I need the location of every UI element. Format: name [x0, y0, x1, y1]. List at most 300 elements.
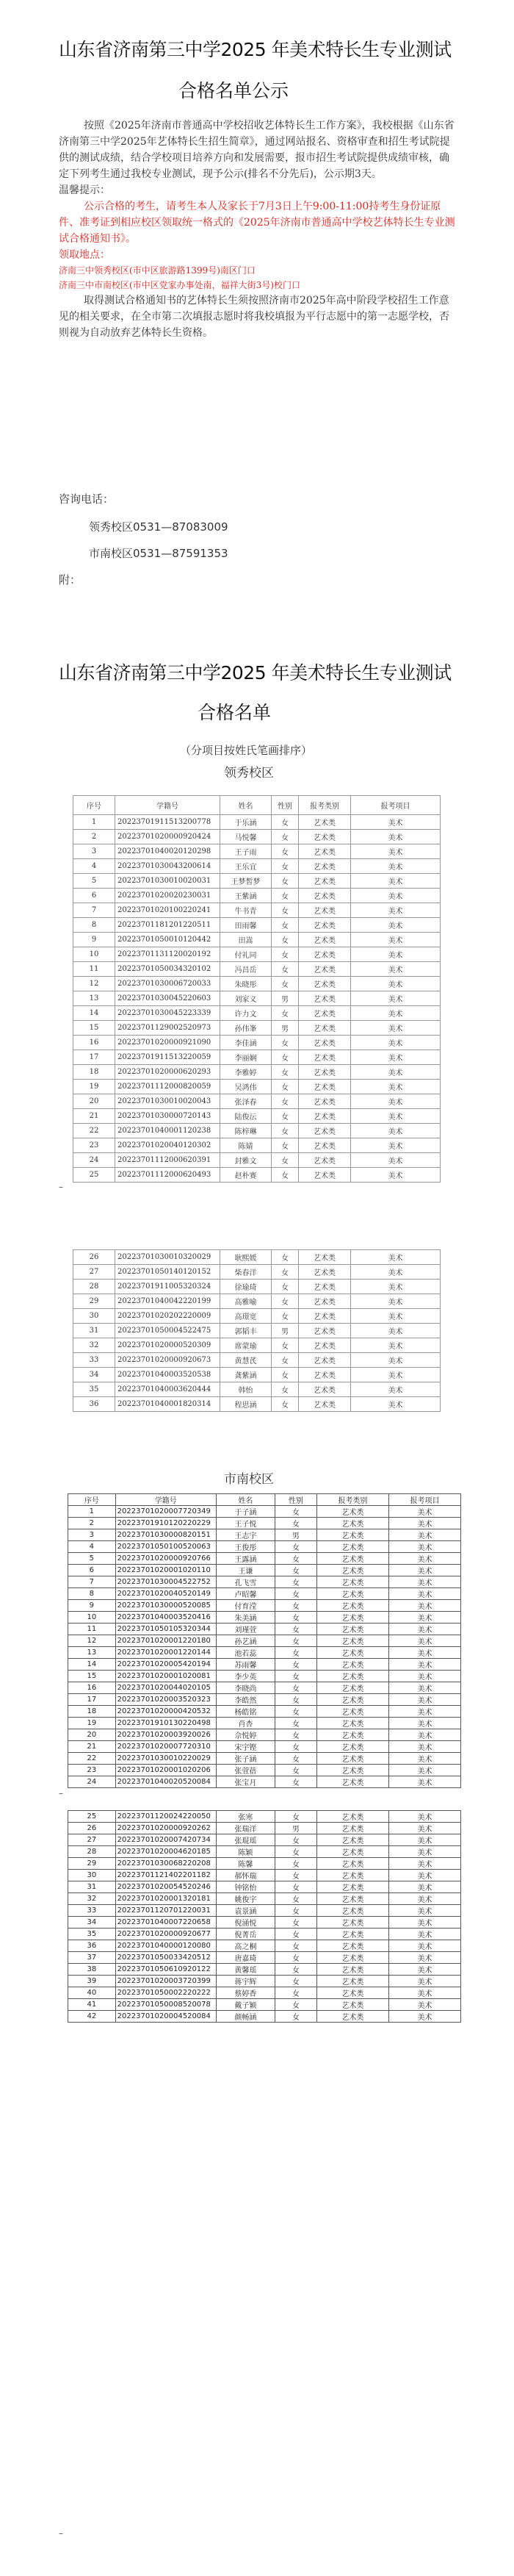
cell-gender: 女 — [275, 1624, 316, 1635]
notice-body — [59, 118, 459, 341]
cell-name: 王谦 — [216, 1565, 275, 1576]
cell-gender: 女 — [275, 1576, 316, 1588]
cell-gender: 女 — [272, 1168, 299, 1183]
cell-seq: 4 — [68, 1541, 116, 1553]
cell-category: 艺术类 — [299, 991, 351, 1006]
cell-student-id: 20223701020007420734 — [115, 1834, 216, 1846]
cell-name: 王俊彤 — [216, 1541, 275, 1553]
cell-name: 宋宇铿 — [216, 1741, 275, 1753]
cell-project: 美术 — [388, 1893, 460, 1905]
cell-project: 美术 — [351, 1065, 441, 1080]
cell-project: 美术 — [388, 1905, 460, 1917]
cell-seq: 16 — [73, 1036, 115, 1050]
table-row — [73, 1294, 441, 1309]
cell-student-id: 20223701020054520246 — [115, 1881, 216, 1893]
cell-name: 孔飞雪 — [216, 1576, 275, 1588]
table-row — [73, 1250, 441, 1265]
cell-category: 艺术类 — [316, 1893, 388, 1905]
cell-category: 艺术类 — [299, 1338, 351, 1353]
cell-category: 艺术类 — [299, 844, 351, 859]
cell-category: 艺术类 — [316, 1964, 388, 1976]
cell-name: 田嵩 — [220, 933, 272, 947]
cell-seq: 18 — [73, 1065, 115, 1080]
table-row — [68, 1964, 461, 1976]
cell-name: 倪涌悦 — [216, 1917, 275, 1929]
cell-project: 美术 — [388, 1952, 460, 1964]
cell-student-id: 20223701050100520063 — [115, 1541, 216, 1553]
cell-name: 马悦馨 — [220, 830, 272, 844]
table-row — [68, 1553, 461, 1565]
cell-name: 李皓然 — [216, 1694, 275, 1706]
cell-gender: 女 — [275, 1729, 316, 1741]
cell-seq: 36 — [73, 1397, 115, 1412]
cell-category: 艺术类 — [316, 1506, 388, 1518]
consult-label: 咨询电话： — [59, 492, 115, 506]
cell-seq: 16 — [68, 1682, 116, 1694]
cell-gender: 男 — [272, 1021, 299, 1036]
cell-gender: 女 — [275, 1659, 316, 1671]
cell-category: 艺术类 — [316, 2011, 388, 2023]
cell-category: 艺术类 — [316, 1647, 388, 1659]
cell-seq: 4 — [73, 859, 115, 874]
cell-gender: 女 — [275, 1706, 316, 1718]
table-row — [68, 1718, 461, 1729]
cell-project: 美术 — [351, 1250, 441, 1265]
page-break-mark: – — [59, 1788, 63, 1798]
cell-seq: 38 — [68, 1964, 116, 1976]
cell-student-id: 20223701020001320181 — [115, 1893, 216, 1905]
cell-gender: 女 — [275, 1612, 316, 1624]
cell-gender: 女 — [275, 1682, 316, 1694]
cell-name: 肖杏 — [216, 1718, 275, 1729]
cell-name: 柴春洋 — [220, 1265, 272, 1280]
cell-gender: 女 — [272, 962, 299, 977]
cell-student-id: 20223701030010020043 — [115, 1094, 220, 1109]
cell-student-id: 20223701020007720349 — [115, 1506, 216, 1518]
cell-student-id: 20223701020001220144 — [115, 1647, 216, 1659]
cell-name: 张宝月 — [216, 1776, 275, 1788]
table-row — [73, 903, 441, 918]
cell-student-id: 20223701050008520078 — [115, 1999, 216, 2011]
cell-gender: 男 — [272, 991, 299, 1006]
cell-project: 美术 — [351, 1094, 441, 1109]
shinan-table-2 — [68, 1810, 461, 2023]
cell-seq: 6 — [73, 889, 115, 903]
cell-seq: 2 — [68, 1518, 116, 1529]
cell-seq: 11 — [73, 962, 115, 977]
cell-gender: 女 — [275, 1929, 316, 1940]
notice-paragraph-2: 取得测试合格通知书的艺体特长生须按照济南市2025年高中阶段学校招生工作意见的相关要求，在全市第二次填报志愿时将我校填报为平行志愿中的第一志愿学校，否则视为自动放弃艺体特长生资格。 — [59, 295, 449, 339]
cell-project: 美术 — [388, 1729, 460, 1741]
cell-gender: 女 — [275, 1776, 316, 1788]
cell-student-id: 20223701020001020110 — [115, 1565, 216, 1576]
cell-name: 王露涵 — [216, 1553, 275, 1565]
cell-name: 高璟宽 — [220, 1309, 272, 1324]
cell-name: 封雅文 — [220, 1153, 272, 1168]
cell-name: 耿熙媛 — [220, 1250, 272, 1265]
cell-category: 艺术类 — [316, 1600, 388, 1612]
header-project: 报考项目 — [388, 1494, 460, 1506]
header-category: 报考类别 — [299, 796, 351, 815]
table-row — [68, 1529, 461, 1541]
cell-gender: 女 — [275, 1718, 316, 1729]
cell-project: 美术 — [388, 1553, 460, 1565]
cell-name: 刘瑾萱 — [216, 1624, 275, 1635]
cell-gender: 女 — [275, 1565, 316, 1576]
cell-category: 艺术类 — [299, 918, 351, 933]
cell-student-id: 20223701040020120298 — [115, 844, 220, 859]
cell-project: 美术 — [388, 1964, 460, 1976]
table-row — [73, 1280, 441, 1294]
cell-name: 许力文 — [220, 1006, 272, 1021]
cell-seq: 12 — [73, 977, 115, 991]
cell-gender: 女 — [275, 1834, 316, 1846]
cell-category: 艺术类 — [316, 1870, 388, 1881]
cell-category: 艺术类 — [316, 1576, 388, 1588]
cell-project: 美术 — [388, 1541, 460, 1553]
table-row — [68, 1518, 461, 1529]
cell-gender: 女 — [272, 844, 299, 859]
cell-name: 张泽春 — [220, 1094, 272, 1109]
table-row — [73, 1124, 441, 1138]
cell-name: 王梦皙梦 — [220, 874, 272, 889]
cell-project: 美术 — [351, 859, 441, 874]
table-row — [73, 1153, 441, 1168]
cell-project: 美术 — [388, 1588, 460, 1600]
cell-project: 美术 — [388, 1753, 460, 1765]
cell-project: 美术 — [351, 1353, 441, 1368]
table-row — [73, 1006, 441, 1021]
cell-project: 美术 — [351, 1168, 441, 1183]
table-row — [73, 1368, 441, 1382]
cell-seq: 27 — [73, 1265, 115, 1280]
cell-student-id: 20223701050140120152 — [115, 1265, 220, 1280]
table-row — [73, 1324, 441, 1338]
cell-seq: 17 — [68, 1694, 116, 1706]
table-row — [73, 874, 441, 889]
cell-category: 艺术类 — [299, 815, 351, 830]
cell-student-id: 20223701020007720310 — [115, 1741, 216, 1753]
cell-name: 付礼同 — [220, 947, 272, 962]
cell-project: 美术 — [351, 1265, 441, 1280]
cell-gender: 女 — [275, 1635, 316, 1647]
table-row — [68, 1659, 461, 1671]
phone-shinan-row — [89, 545, 228, 561]
cell-project: 美术 — [388, 1999, 460, 2011]
cell-student-id: 20223701121402201182 — [115, 1870, 216, 1881]
cell-name: 李丽娴 — [220, 1050, 272, 1065]
table-row — [73, 1065, 441, 1080]
table-row — [68, 1694, 461, 1706]
cell-gender: 女 — [272, 1094, 299, 1109]
cell-category: 艺术类 — [299, 1109, 351, 1124]
cell-gender: 女 — [275, 1893, 316, 1905]
cell-student-id: 20223701040003620444 — [115, 1382, 220, 1397]
cell-category: 艺术类 — [316, 1952, 388, 1964]
cell-project: 美术 — [388, 1600, 460, 1612]
cell-category: 艺术类 — [299, 1265, 351, 1280]
cell-seq: 20 — [73, 1094, 115, 1109]
cell-gender: 女 — [272, 1368, 299, 1382]
table-row — [73, 815, 441, 830]
cell-gender: 女 — [272, 859, 299, 874]
cell-category: 艺术类 — [299, 1324, 351, 1338]
cell-student-id: 20223701020000420532 — [115, 1706, 216, 1718]
header-seq: 序号 — [73, 796, 115, 815]
cell-name: 朱美涵 — [216, 1612, 275, 1624]
cell-project: 美术 — [351, 889, 441, 903]
cell-gender: 女 — [275, 1541, 316, 1553]
cell-category: 艺术类 — [316, 1834, 388, 1846]
cell-category: 艺术类 — [316, 1541, 388, 1553]
cell-category: 艺术类 — [316, 1905, 388, 1917]
table-row — [68, 1858, 461, 1870]
cell-seq: 8 — [68, 1588, 116, 1600]
cell-name: 蔡婷香 — [216, 1987, 275, 1999]
cell-name: 韩怡 — [220, 1382, 272, 1397]
cell-name: 郭韬丰 — [220, 1324, 272, 1338]
cell-category: 艺术类 — [299, 1168, 351, 1183]
cell-seq: 32 — [68, 1893, 116, 1905]
cell-category: 艺术类 — [316, 1518, 388, 1529]
header-name: 姓名 — [216, 1494, 275, 1506]
cell-category: 艺术类 — [316, 1671, 388, 1682]
cell-category: 艺术类 — [316, 1987, 388, 1999]
cell-student-id: 20223701020000620293 — [115, 1065, 220, 1080]
cell-name: 王乐宜 — [220, 859, 272, 874]
cell-seq: 7 — [68, 1576, 116, 1588]
cell-gender: 女 — [272, 1050, 299, 1065]
cell-project: 美术 — [351, 1080, 441, 1094]
cell-name: 赵朴赛 — [220, 1168, 272, 1183]
cell-project: 美术 — [388, 1624, 460, 1635]
cell-project: 美术 — [388, 1635, 460, 1647]
campus-shinan-title: 市南校区 — [224, 1472, 274, 1487]
cell-gender: 女 — [275, 1905, 316, 1917]
cell-student-id: 20223701030068220208 — [115, 1858, 216, 1870]
table-row — [73, 977, 441, 991]
cell-gender: 女 — [275, 1976, 316, 1987]
cell-gender: 女 — [275, 1765, 316, 1776]
cell-name: 李少英 — [216, 1671, 275, 1682]
cell-project: 美术 — [388, 1682, 460, 1694]
cell-seq: 26 — [68, 1823, 116, 1834]
cell-category: 艺术类 — [299, 947, 351, 962]
table-row — [73, 991, 441, 1006]
cell-gender: 女 — [272, 1250, 299, 1265]
cell-name: 张子涵 — [216, 1753, 275, 1765]
cell-category: 艺术类 — [316, 1846, 388, 1858]
cell-category: 艺术类 — [316, 1765, 388, 1776]
cell-student-id: 20223701050002220222 — [115, 1987, 216, 1999]
cell-project: 美术 — [351, 1324, 441, 1338]
cell-seq: 34 — [73, 1368, 115, 1382]
table-row — [68, 1741, 461, 1753]
cell-seq: 14 — [73, 1006, 115, 1021]
list-title: 山东省济南第三中学2025 年美术特长生专业测试 — [59, 662, 452, 684]
cell-student-id: 20223701020001020206 — [115, 1765, 216, 1776]
cell-gender: 女 — [272, 1309, 299, 1324]
cell-category: 艺术类 — [299, 1080, 351, 1094]
cell-name: 冯昌岳 — [220, 962, 272, 977]
cell-category: 艺术类 — [299, 1138, 351, 1153]
cell-student-id: 20223701020000920424 — [115, 830, 220, 844]
cell-project: 美术 — [388, 1529, 460, 1541]
cell-name: 郝怀瑞 — [216, 1870, 275, 1881]
cell-name: 席蒙瑜 — [220, 1338, 272, 1353]
cell-gender: 女 — [275, 1600, 316, 1612]
cell-project: 美术 — [388, 1706, 460, 1718]
cell-project: 美术 — [388, 1765, 460, 1776]
cell-category: 艺术类 — [316, 1811, 388, 1823]
table-row — [68, 1870, 461, 1881]
cell-project: 美术 — [388, 1776, 460, 1788]
cell-category: 艺术类 — [299, 933, 351, 947]
cell-seq: 26 — [73, 1250, 115, 1265]
cell-name: 苏雨馨 — [216, 1659, 275, 1671]
phone-shinan: 0531—87591353 — [133, 547, 228, 560]
page-break-mark: – — [59, 1182, 63, 1192]
cell-seq: 36 — [68, 1940, 116, 1952]
table-row — [68, 1917, 461, 1929]
cell-name: 陆俊沄 — [220, 1109, 272, 1124]
cell-gender: 女 — [275, 1858, 316, 1870]
cell-name: 颜畅涵 — [216, 2011, 275, 2023]
cell-student-id: 20223701020001020081 — [115, 1671, 216, 1682]
cell-seq: 29 — [73, 1294, 115, 1309]
cell-category: 艺术类 — [316, 1929, 388, 1940]
cell-gender: 女 — [272, 918, 299, 933]
cell-seq: 19 — [73, 1080, 115, 1094]
notice-paragraph-1: 按照《2025年济南市普通高中学校招收艺体特长生工作方案》，我校根据《山东省济南第三中学2025年艺体特长生招生简章》，通过网站报名、资格审查和招生考试院提供的测试成绩，结合学校项目培养方向和发展需要，报市招生考试院提供成绩审核，确定下列考生通过我校专业测试，现予公示(排名不分先后)，公示期3天。 — [59, 120, 455, 180]
cell-seq: 28 — [68, 1846, 116, 1858]
cell-student-id: 20223701020040120302 — [115, 1138, 220, 1153]
cell-student-id: 20223701020020230031 — [115, 889, 220, 903]
shinan-table-1 — [68, 1493, 461, 1788]
table-row — [68, 2011, 461, 2023]
cell-category: 艺术类 — [316, 1881, 388, 1893]
cell-project: 美术 — [388, 1987, 460, 1999]
cell-student-id: 20223701050610920122 — [115, 1964, 216, 1976]
cell-gender: 女 — [275, 1518, 316, 1529]
cell-student-id: 20223701030043200614 — [115, 859, 220, 874]
cell-category: 艺术类 — [316, 1718, 388, 1729]
cell-category: 艺术类 — [299, 1397, 351, 1412]
cell-project: 美术 — [388, 1870, 460, 1881]
table-header-row — [68, 1494, 461, 1506]
header-gender: 性别 — [272, 796, 299, 815]
cell-category: 艺术类 — [299, 830, 351, 844]
cell-seq: 37 — [68, 1952, 116, 1964]
cell-gender: 女 — [275, 1671, 316, 1682]
cell-category: 艺术类 — [299, 1036, 351, 1050]
cell-project: 美术 — [351, 815, 441, 830]
table-row — [68, 1612, 461, 1624]
cell-seq: 24 — [68, 1776, 116, 1788]
header-name: 姓名 — [220, 796, 272, 815]
cell-student-id: 20223701181201220511 — [115, 918, 220, 933]
cell-category: 艺术类 — [299, 1050, 351, 1065]
cell-name: 朱晓彤 — [220, 977, 272, 991]
table-row — [68, 1999, 461, 2011]
cell-project: 美术 — [388, 1718, 460, 1729]
table-row — [73, 830, 441, 844]
cell-category: 艺术类 — [299, 962, 351, 977]
cell-gender: 女 — [275, 1553, 316, 1565]
cell-seq: 19 — [68, 1718, 116, 1729]
table-row — [68, 1576, 461, 1588]
cell-student-id: 20223701030006720033 — [115, 977, 220, 991]
cell-project: 美术 — [351, 1124, 441, 1138]
cell-category: 艺术类 — [316, 1553, 388, 1565]
cell-project: 美术 — [351, 830, 441, 844]
cell-gender: 女 — [272, 1065, 299, 1080]
cell-name: 李雅婷 — [220, 1065, 272, 1080]
cell-student-id: 20223701050105320344 — [115, 1624, 216, 1635]
cell-category: 艺术类 — [316, 1706, 388, 1718]
cell-gender: 男 — [272, 1324, 299, 1338]
notice-title: 山东省济南第三中学2025 年美术特长生专业测试 — [59, 39, 452, 60]
cell-project: 美术 — [388, 1823, 460, 1834]
cell-seq: 35 — [73, 1382, 115, 1397]
table-row — [73, 1309, 441, 1324]
cell-project: 美术 — [351, 1397, 441, 1412]
cell-gender: 女 — [272, 1006, 299, 1021]
cell-student-id: 20223701040001120238 — [115, 1124, 220, 1138]
cell-student-id: 20223701030010020031 — [115, 874, 220, 889]
cell-gender: 女 — [272, 1036, 299, 1050]
reminder-label: 温馨提示： — [59, 184, 110, 196]
cell-seq: 31 — [73, 1324, 115, 1338]
cell-gender: 女 — [275, 1694, 316, 1706]
cell-seq: 3 — [68, 1529, 116, 1541]
cell-project: 美术 — [351, 977, 441, 991]
cell-student-id: 20223701040003520538 — [115, 1368, 220, 1382]
cell-project: 美术 — [388, 1741, 460, 1753]
cell-gender: 男 — [275, 1529, 316, 1541]
cell-project: 美术 — [388, 1976, 460, 1987]
table-row — [68, 1753, 461, 1765]
cell-name: 王子悦 — [216, 1518, 275, 1529]
cell-category: 艺术类 — [299, 1382, 351, 1397]
cell-gender: 女 — [272, 1265, 299, 1280]
cell-gender: 女 — [272, 830, 299, 844]
cell-student-id: 20223701112000820059 — [115, 1080, 220, 1094]
cell-project: 美术 — [351, 1036, 441, 1050]
cell-project: 美术 — [351, 1309, 441, 1324]
cell-project: 美术 — [388, 1940, 460, 1952]
header-category: 报考类别 — [316, 1494, 388, 1506]
cell-project: 美术 — [351, 918, 441, 933]
cell-seq: 29 — [68, 1858, 116, 1870]
cell-student-id: 20223701040001820314 — [115, 1397, 220, 1412]
table-row — [68, 1893, 461, 1905]
cell-seq: 13 — [73, 991, 115, 1006]
cell-name: 张萱蓓 — [216, 1765, 275, 1776]
cell-gender: 女 — [275, 1588, 316, 1600]
cell-seq: 25 — [68, 1811, 116, 1823]
lingxiu-table-2 — [73, 1249, 441, 1412]
cell-project: 美术 — [388, 1846, 460, 1858]
cell-seq: 22 — [73, 1124, 115, 1138]
cell-seq: 3 — [73, 844, 115, 859]
table-row — [68, 1635, 461, 1647]
cell-category: 艺术类 — [316, 1976, 388, 1987]
cell-project: 美术 — [388, 1811, 460, 1823]
cell-name: 池若蕊 — [216, 1647, 275, 1659]
cell-category: 艺术类 — [316, 1753, 388, 1765]
table-row — [68, 1823, 461, 1834]
